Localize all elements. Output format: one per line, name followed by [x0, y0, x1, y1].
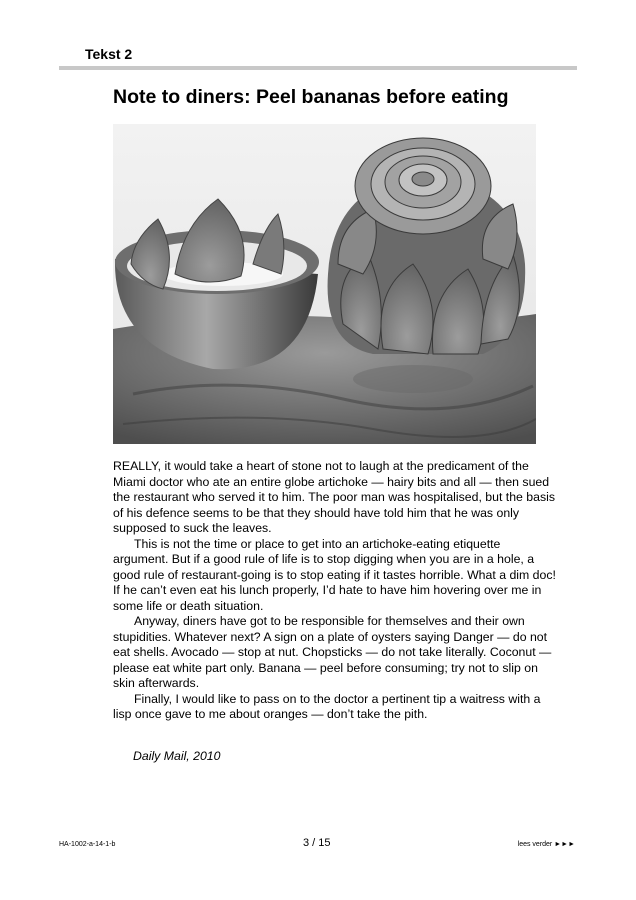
exam-code: HA-1002-a-14-1-b [59, 841, 116, 848]
paragraph: REALLY, it would take a heart of stone not to laugh at the predicament of the Miami doctor who ate an entire globe artichoke — hairy bits and all — then sued the restaurant who served it to him. The poor man was hospitalised, but the basis of his defence seems to be that they should have told him that he was only supposed to suck the leaves. [113, 459, 556, 535]
article-title: Note to diners: Peel bananas before eating [113, 86, 509, 108]
page-number: 3 / 15 [303, 837, 331, 849]
header-rule [59, 66, 577, 70]
article-source: Daily Mail, 2010 [133, 749, 221, 763]
article-body [113, 459, 559, 723]
continue-label: lees verder ►►► [517, 841, 575, 848]
paragraph: This is not the time or place to get into an artichoke-eating etiquette argument. But if a good rule of life is to stop digging when you are in a hole, a good rule of restaurant-going is to stop eating if it tastes horrible. What a dim doc! If he can’t even eat his lunch properly, I’d hate to have him hovering over me in some life or death situation. [113, 536, 556, 613]
paragraph: Finally, I would like to pass on to the doctor a pertinent tip a waitress with a lisp once gave to me about oranges — don’t take the pith. [113, 691, 541, 721]
section-label: Tekst 2 [85, 46, 133, 62]
paragraph: Anyway, diners have got to be responsible for themselves and their own stupidities. Whatever next? A sign on a plate of oysters saying Danger — do not eat shells. Avocado — stop at nut. Chopsticks — do not take literally. Coconut — please eat white part only. Banana — peel before consuming; try not to slip on skin afterwards. [113, 614, 552, 690]
artichoke-photo [113, 124, 536, 444]
